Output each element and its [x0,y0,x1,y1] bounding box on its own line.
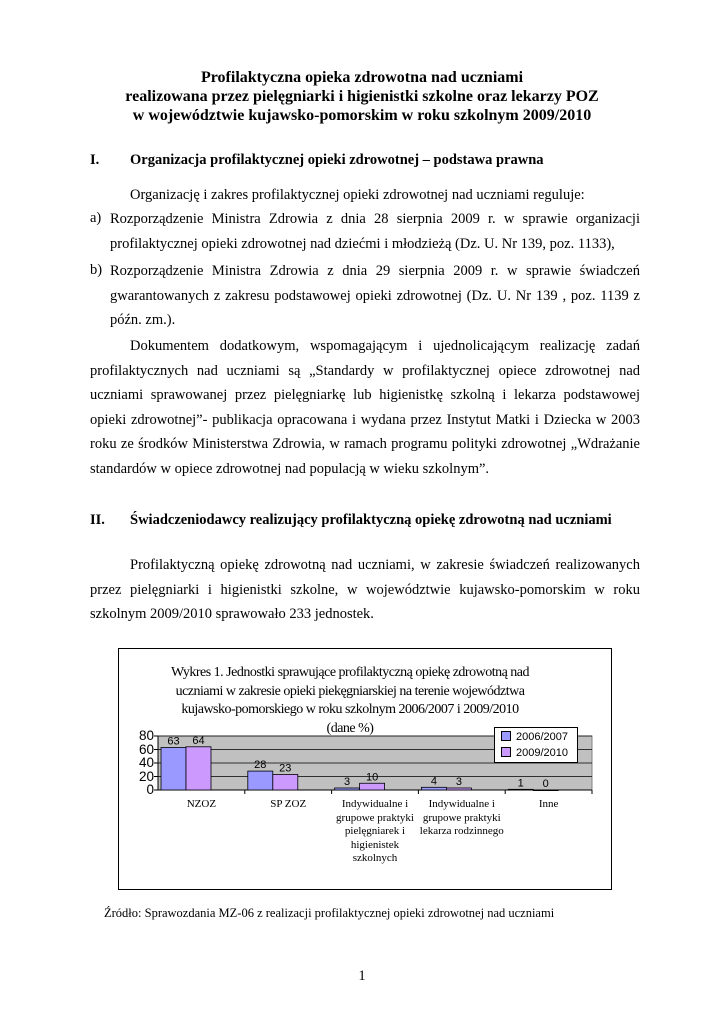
y-tick-label: 0 [146,782,154,797]
data-label: 64 [192,734,205,747]
y-tick-label: 60 [138,741,154,757]
list-marker-b: b) [90,262,103,278]
chart-title-line-2: uczniami w zakresie opieki piekęgniarskiej na terenie województwa [175,683,525,699]
category-label [158,798,245,812]
data-label: 28 [254,759,267,772]
category-label-line: grupowe praktyki [422,811,501,824]
chart-legend [494,727,578,763]
chart-source-note: Źródło: Sprawozdania MZ-06 z realizacji profilaktycznej opieki zdrowotnej nad uczniami [104,906,555,920]
category-label [245,798,332,812]
category-label-line: higienistek [350,838,400,851]
section-2-number: II. [90,512,105,528]
data-label: 10 [365,771,379,784]
category-label-line: lekarza rodzinnego [419,825,504,837]
data-label: 0 [542,778,549,790]
legend-swatch-2006-2007 [501,731,511,741]
section-1-paragraph: Dokumentem dodatkowym, wspomagającym i ujednolicającym realizację zadań profilaktycznych nad uczniami są „Standardy w profilaktycznej opiece zdrowotnej nad uczniami sprawowanej przez pielęgniarkę lub higienistkę szkolną i lekarza podstawowej opieki zdrowotnej”- publikacja opracowana i wydana przez Instytut Matki i Dziecka w 2003 roku ze środków Ministerstwa Zdrowia, w ramach programu polityki zdrowotnej „Wdrażanie standardów w opiece zdrowotnej nad populacją w wieku szkolnym”. [90,338,640,477]
bar [360,783,385,790]
legend-label-2009-2010: 2009/2010 [516,747,568,759]
bar [273,774,298,790]
bar [186,747,211,790]
list-marker-a: a) [90,210,102,226]
bar [248,771,273,790]
legend-label-2006-2007: 2006/2007 [516,731,568,743]
category-label-line: Indywidualne i [428,798,495,810]
category-label-line: grupowe praktyki [336,811,414,824]
category-label-line: szkolnych [352,852,398,864]
bar [508,789,533,790]
category-label-line: pielęgniarek i [344,825,406,837]
data-label: 63 [167,735,180,748]
chart-title-line-3: kujawsko-pomorskiego w roku szkolnym 2006/2007 i 2009/2010 [181,702,519,717]
data-label: 3 [344,775,351,788]
category-label [418,798,505,839]
category-label-line: Inne [538,798,559,810]
category-label [505,798,592,812]
section-1-intro: Organizację i zakres profilaktycznej opieki zdrowotnej nad uczniami reguluje: [130,187,585,203]
chart-title-line-1: Wykres 1. Jednostki sprawujące profilaktyczną opiekę zdrowotną nad [170,665,530,680]
y-tick-label: 40 [138,755,154,770]
category-label-line: NZOZ [186,798,217,810]
list-item-a: Rozporządzenie Ministra Zdrowia z dnia 28 sierpnia 2009 r. w sprawie organizacji profilaktycznej opieki zdrowotnej nad dziećmi i młodzieżą (Dz. U. Nr 139, poz. 1133), [110,211,640,252]
title-line-2: realizowana przez pielęgniarki i higienistki szkolne oraz lekarzy POZ [125,88,599,105]
chart-title-line-4: (dane %) [326,720,374,736]
bar [161,747,186,790]
page-number: 1 [358,968,366,984]
section-2-paragraph: Profilaktyczną opiekę zdrowotną nad uczniami, w zakresie świadczeń realizowanych przez pielęgniarki i higienistki szkolne, w województwie kujawsko-pomorskim w roku szkolnym 2009/2010 sprawowało 233 jednostek. [90,557,640,622]
title-line-3: w województwie kujawsko-pomorskim w roku szkolnym 2009/2010 [132,107,592,124]
section-2-title: Świadczeniodawcy realizujący profilaktyczną opiekę zdrowotną nad uczniami [130,512,612,528]
legend-item-2009-2010 [501,746,568,760]
list-item-b: Rozporządzenie Ministra Zdrowia z dnia 29 sierpnia 2009 r. w sprawie świadczeń gwarantowanych z zakresu podstawowej opieki zdrowotnej (Dz. U. Nr 139 , poz. 1139 z późn. zm.). [110,263,640,328]
legend-swatch-2009-2010 [501,747,511,757]
bar [335,788,360,790]
data-label: 23 [279,762,292,775]
data-label: 3 [455,775,462,788]
data-label: 1 [517,777,524,790]
category-label-line: Indywidualne i [341,798,409,810]
legend-item-2006-2007 [501,730,568,744]
y-tick-label: 20 [138,768,154,784]
section-1-title: Organizacja profilaktycznej opieki zdrowotnej – podstawa prawna [130,152,544,168]
category-label-line: SP ZOZ [270,798,307,810]
data-label: 4 [430,775,437,788]
category-label [332,798,419,866]
bar [421,787,446,790]
y-tick-label: 80 [138,728,154,743]
title-line-1: Profilaktyczna opieka zdrowotna nad uczniami [200,69,524,86]
section-1-number: I. [90,152,100,168]
bar [446,788,471,790]
bar [533,790,558,791]
